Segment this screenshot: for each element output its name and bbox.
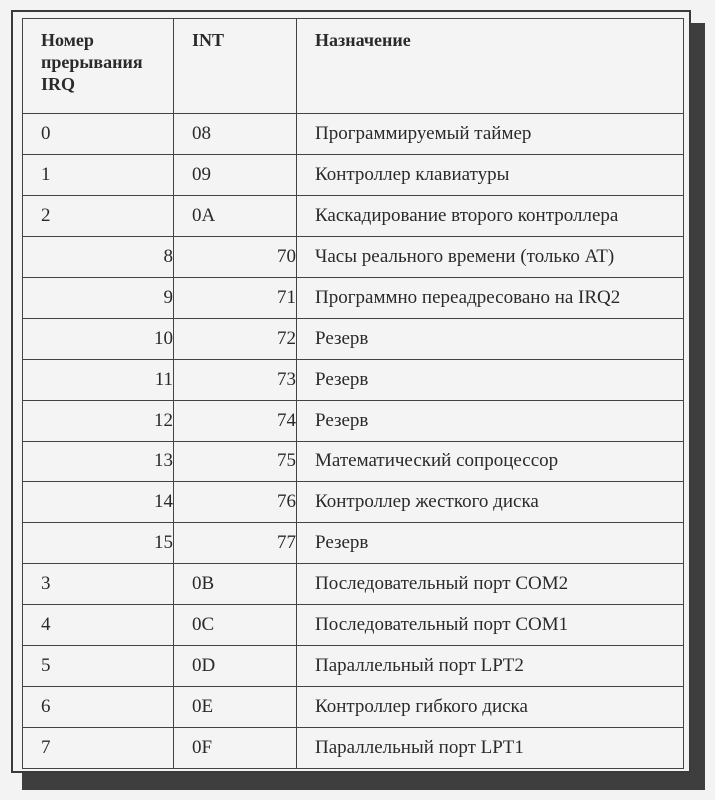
int-cell: 0B: [174, 564, 297, 605]
int-cell: 0E: [174, 687, 297, 728]
table-row: [23, 646, 684, 687]
int-cell: 72: [174, 318, 297, 359]
int-cell: 0F: [174, 728, 297, 769]
purpose-cell: Математический сопроцессор: [297, 441, 684, 482]
table-row: [23, 564, 684, 605]
table-row: [23, 482, 684, 523]
int-cell: 73: [174, 359, 297, 400]
header-row: [23, 19, 684, 114]
irq-cell: 11: [23, 359, 174, 400]
int-cell: 74: [174, 400, 297, 441]
purpose-cell: Последовательный порт COM2: [297, 564, 684, 605]
header-purpose: Назначение: [297, 19, 684, 114]
header-irq-line-3: IRQ: [41, 74, 76, 94]
int-cell: 0A: [174, 195, 297, 236]
table-row: [23, 114, 684, 155]
irq-cell: 13: [23, 441, 174, 482]
table-row: [23, 236, 684, 277]
purpose-cell: Программируемый таймер: [297, 114, 684, 155]
irq-cell: 2: [23, 195, 174, 236]
int-cell: 75: [174, 441, 297, 482]
irq-cell: 0: [23, 114, 174, 155]
purpose-cell: Последовательный порт COM1: [297, 605, 684, 646]
irq-cell: 3: [23, 564, 174, 605]
table-row: [23, 728, 684, 769]
table-body: [23, 114, 684, 769]
table-row: [23, 687, 684, 728]
table-row: [23, 441, 684, 482]
irq-cell: 6: [23, 687, 174, 728]
int-cell: 0D: [174, 646, 297, 687]
table-row: [23, 195, 684, 236]
int-cell: 77: [174, 523, 297, 564]
table-row: [23, 318, 684, 359]
header-int: INT: [174, 19, 297, 114]
irq-cell: 15: [23, 523, 174, 564]
table-row: [23, 154, 684, 195]
table-row: [23, 277, 684, 318]
table-row: [23, 523, 684, 564]
purpose-cell: Резерв: [297, 523, 684, 564]
purpose-cell: Контроллер клавиатуры: [297, 154, 684, 195]
irq-cell: 1: [23, 154, 174, 195]
table-row: [23, 605, 684, 646]
irq-cell: 14: [23, 482, 174, 523]
irq-cell: 8: [23, 236, 174, 277]
irq-cell: 4: [23, 605, 174, 646]
header-irq-line-1: Номер: [41, 30, 94, 50]
table-row: [23, 359, 684, 400]
purpose-cell: Резерв: [297, 359, 684, 400]
int-cell: 71: [174, 277, 297, 318]
irq-table: [22, 18, 684, 769]
int-cell: 0C: [174, 605, 297, 646]
header-irq: [23, 19, 174, 114]
purpose-cell: Контроллер жесткого диска: [297, 482, 684, 523]
purpose-cell: Программно переадресовано на IRQ2: [297, 277, 684, 318]
purpose-cell: Каскадирование второго контроллера: [297, 195, 684, 236]
purpose-cell: Параллельный порт LPT1: [297, 728, 684, 769]
int-cell: 76: [174, 482, 297, 523]
int-cell: 09: [174, 154, 297, 195]
int-cell: 08: [174, 114, 297, 155]
irq-cell: 12: [23, 400, 174, 441]
irq-cell: 7: [23, 728, 174, 769]
header-irq-line-2: прерывания: [41, 52, 143, 72]
irq-cell: 5: [23, 646, 174, 687]
purpose-cell: Часы реального времени (только AT): [297, 236, 684, 277]
irq-cell: 9: [23, 277, 174, 318]
purpose-cell: Параллельный порт LPT2: [297, 646, 684, 687]
purpose-cell: Контроллер гибкого диска: [297, 687, 684, 728]
purpose-cell: Резерв: [297, 400, 684, 441]
purpose-cell: Резерв: [297, 318, 684, 359]
int-cell: 70: [174, 236, 297, 277]
table-row: [23, 400, 684, 441]
irq-cell: 10: [23, 318, 174, 359]
